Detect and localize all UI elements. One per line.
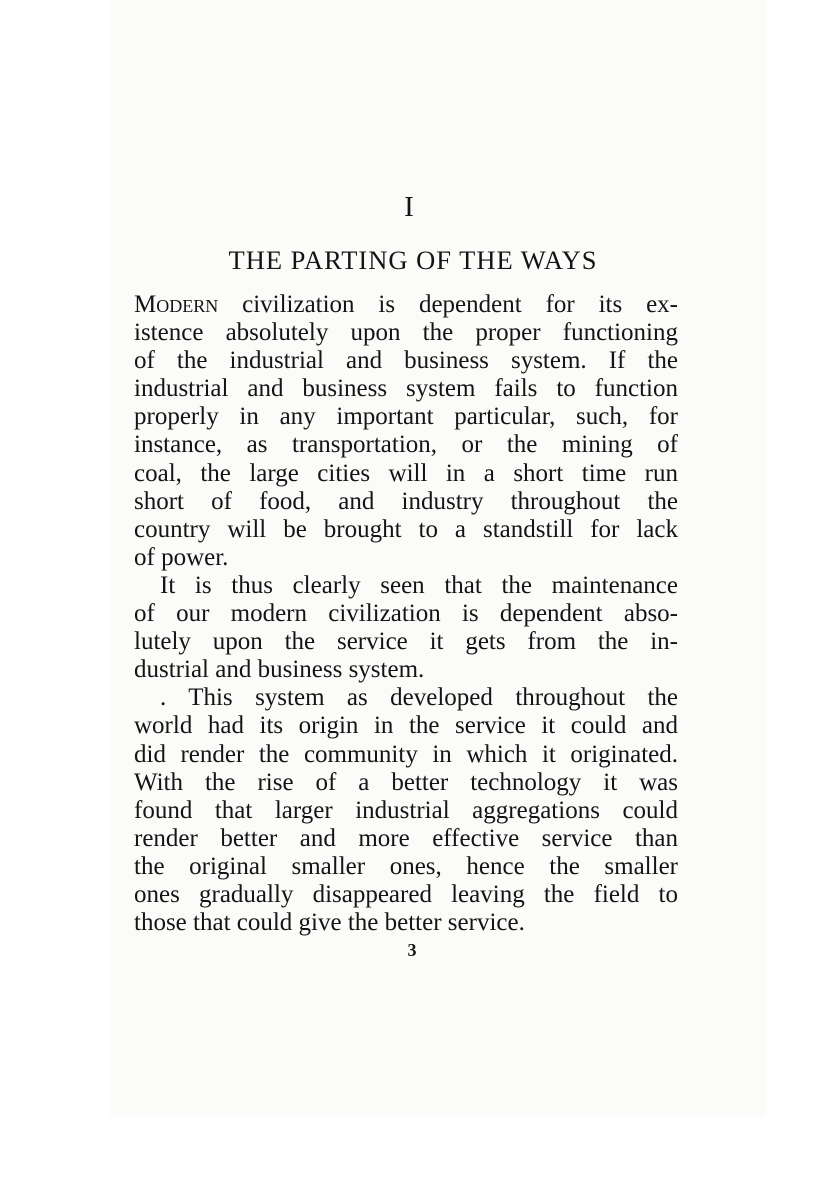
paragraph-2-line-2: of our modern civilization is dependent abso- [134, 600, 678, 628]
paragraph-1-line-1-rest: civilization is dependent for its ex- [218, 291, 678, 318]
paragraph-1-line-2: istence absolutely upon the proper functioning [134, 319, 678, 347]
paragraph-1-line-3: of the industrial and business system. If the [134, 347, 678, 375]
paragraph-3-line-4: With the rise of a better technology it was [134, 768, 678, 796]
paragraph-2-line-1: It is thus clearly seen that the maintenance [160, 571, 678, 599]
paragraph-3-line-1: . This system as developed throughout the [160, 684, 678, 712]
paragraph-3-line-8: ones gradually disappeared leaving the field to [134, 880, 678, 908]
paragraph-1-line-4: industrial and business system fails to function [134, 375, 678, 403]
paragraph-3-line-9: those that could give the better service. [134, 909, 525, 937]
paragraph-3-line-2: world had its origin in the service it could and [134, 712, 678, 740]
paragraph-3-line-6: render better and more effective service than [134, 824, 678, 852]
paragraph-3 [134, 684, 678, 937]
paragraph-3-line-3: did render the community in which it originated. [134, 740, 678, 768]
chapter-number: I [404, 191, 414, 223]
paragraph-1-line-7: coal, the large cities will in a short time run [134, 459, 678, 487]
paragraph-3-line-5: found that larger industrial aggregations could [134, 796, 678, 824]
paragraph-1-line-10: of power. [134, 543, 229, 571]
paragraph-2 [134, 572, 678, 684]
paragraph-1-line-5: properly in any important particular, such, for [134, 403, 678, 431]
paragraph-1-line-8: short of food, and industry throughout the [134, 487, 678, 515]
page-number: 3 [407, 940, 417, 961]
paragraph-2-line-4: dustrial and business system. [134, 656, 425, 684]
paragraph-1-line-1 [134, 291, 678, 319]
chapter-title: THE PARTING OF THE WAYS [228, 245, 598, 275]
paragraph-1 [134, 291, 678, 572]
page-text [134, 190, 678, 961]
paragraph-1-line-9: country will be brought to a standstill for lack [134, 515, 678, 543]
paragraph-2-line-3: lutely upon the service it gets from the in- [134, 628, 678, 656]
paragraph-1-lead-word: Modern [134, 291, 219, 318]
paragraph-3-line-7: the original smaller ones, hence the smaller [134, 852, 678, 880]
paragraph-1-line-6: instance, as transportation, or the mining of [134, 431, 678, 459]
